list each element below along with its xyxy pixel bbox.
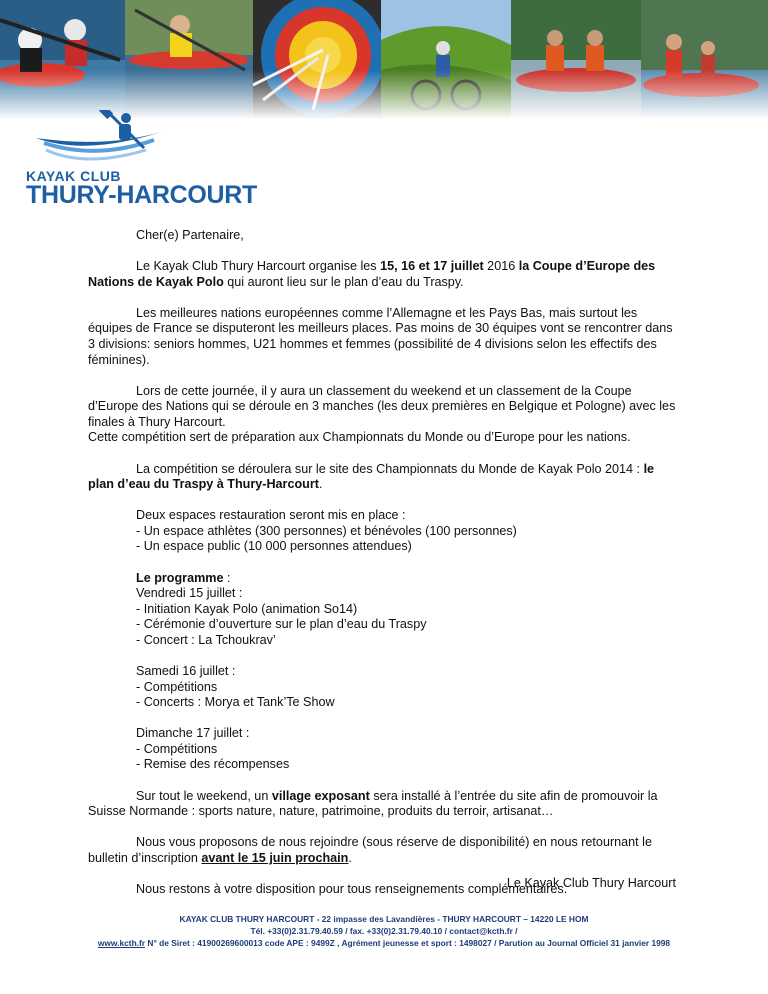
logo-thury-harcourt-text: THURY-HARCOURT (26, 181, 257, 209)
paragraph-closing: Nous restons à votre disposition pour tous renseignements complémentaires. (136, 881, 568, 896)
footer-address: KAYAK CLUB THURY HARCOURT - 22 impasse des Lavandières - THURY HARCOURT – 14220 LE HOM (179, 914, 589, 924)
paragraph-nations: Les meilleures nations européennes comme l’Allemagne et les Pays Bas, mais surtout les équipes de France se disputeront les meilleurs places. Pas moins de 30 équipes vont se rencontrer dans 3 divisions: seniors hommes, U21 hommes et femmes (possibilité de 4 divisions selon les effectifs des féminines). (88, 305, 673, 367)
footer (0, 913, 768, 949)
logo-kayak-club-text: KAYAK CLUB (26, 168, 121, 184)
header-photo-banner (0, 0, 768, 118)
programme-saturday: Samedi 16 juillet : - Compétitions - Concerts : Morya et Tank’Te Show (136, 663, 335, 710)
paragraph-venue: La compétition se déroulera sur le site des Championnats du Monde de Kayak Polo 2014 : le plan d’eau du Traspy à Thury-Harcourt. (88, 461, 655, 492)
programme-sunday: Dimanche 17 juillet : - Compétitions - Remise des récompenses (136, 726, 290, 772)
kayak-paddler-logo-icon (26, 110, 166, 170)
club-logo (26, 110, 257, 210)
programme-friday: Le programme : Vendredi 15 juillet : - Initiation Kayak Polo (animation So14) - Cérémonie d’ouverture sur le plan d’eau du Traspy - Concert : La Tchoukrav’ (136, 570, 427, 647)
paragraph-preparation: Cette compétition sert de préparation aux Championnats du Monde ou d’Europe pour les nations. (88, 430, 631, 445)
website-link[interactable]: www.kcth.fr (97, 938, 146, 948)
deadline-text: avant le 15 juin prochain (201, 850, 349, 865)
footer-legal: www.kcth.fr N° de Siret : 41900269600013 code APE : 9499Z , Agrément jeunesse et sport : 1498027 / Parution au Journal Officiel 31 janvier 1998 (97, 938, 671, 948)
footer-contact: Tél. +33(0)2.31.79.40.59 / fax. +33(0)2.31.79.40.10 / contact@kcth.fr / (250, 926, 518, 936)
paragraph-registration: Nous vous proposons de nous rejoindre (sous réserve de disponibilité) en nous retournant le bulletin d’inscription avant le 15 juin prochain. (88, 835, 652, 865)
paragraph-ranking: Lors de cette journée, il y aura un classement du weekend et un classement de la Coupe d’Europe des Nations qui se déroule en 3 manches (les deux premières en Belgique et Pologne) avec les finales à Thury Harcourt. (88, 383, 676, 429)
paragraph-intro: Le Kayak Club Thury Harcourt organise les 15, 16 et 17 juillet 2016 la Coupe d’Europe des Nations de Kayak Polo qui auront lieu sur le plan d’eau du Traspy. (88, 259, 656, 289)
programme-title: Le programme (136, 570, 224, 585)
signature: Le Kayak Club Thury Harcourt (506, 876, 676, 890)
greeting: Cher(e) Partenaire, (136, 228, 244, 242)
letter-body (88, 228, 680, 913)
restauration-block: Deux espaces restauration seront mis en place : - Un espace athlètes (300 personnes) et bénévoles (100 personnes) - Un espace public (10 000 personnes attendues) (136, 508, 517, 554)
paragraph-village: Sur tout le weekend, un village exposant sera installé à l’entrée du site afin de promouvoir la Suisse Normande : sports nature, nature, patrimoine, produits du terroir, artisanat… (88, 788, 658, 819)
